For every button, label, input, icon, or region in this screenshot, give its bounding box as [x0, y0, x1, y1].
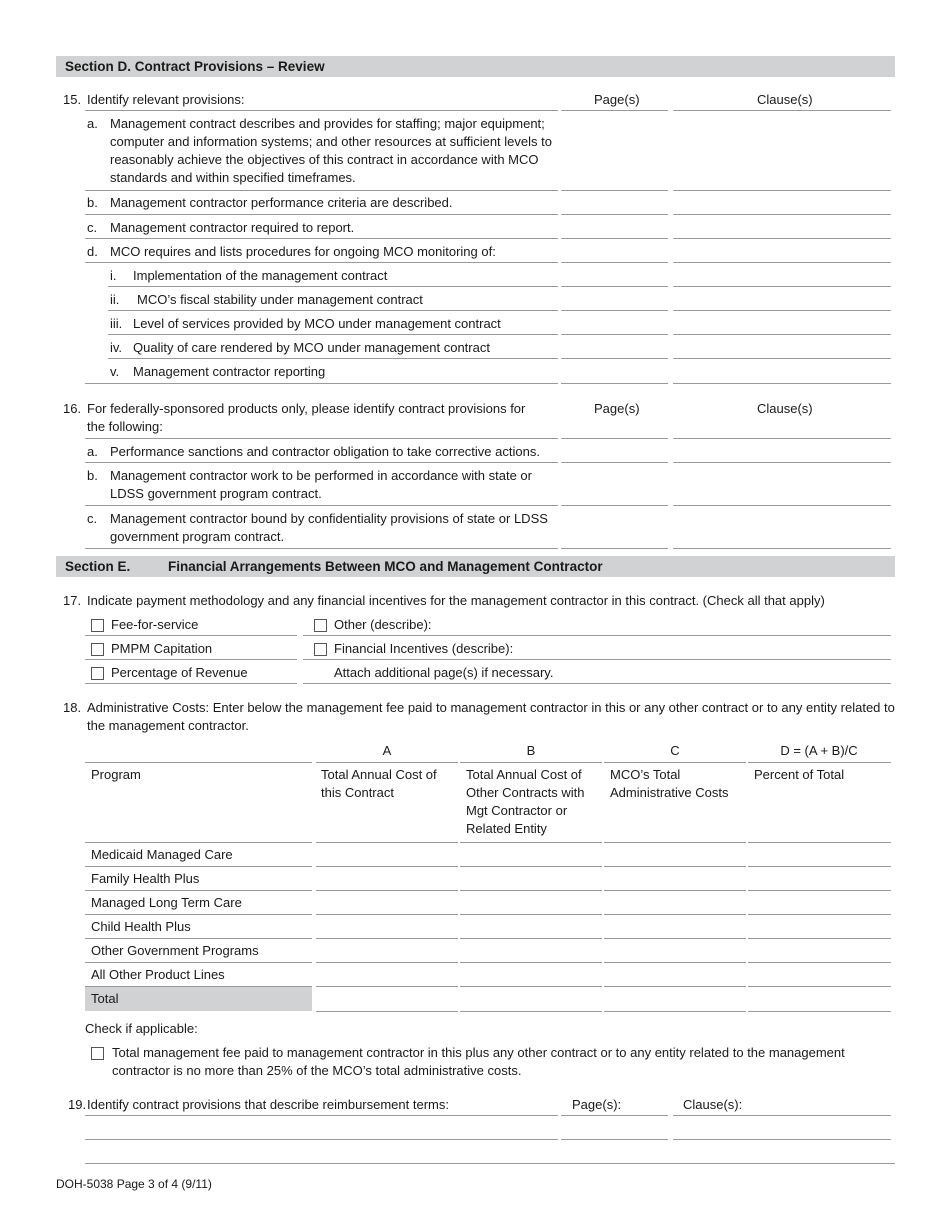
- table-cell-field[interactable]: [748, 914, 891, 915]
- q15-subitem-text: Implementation of the management contract: [133, 268, 388, 283]
- q17-prompt: Indicate payment methodology and any financial incentives for the management contractor in this contract. (Check all that apply): [87, 593, 825, 608]
- q17-rule: [85, 683, 297, 684]
- table-rule: [748, 842, 891, 843]
- col-b-letter: B: [526, 743, 536, 758]
- check-if-applicable-label: Check if applicable:: [85, 1021, 198, 1036]
- other-describe-label: Other (describe):: [334, 617, 432, 632]
- q16-item-text: Management contractor bound by confidentiality provisions of state or LDSS government program contract.: [110, 511, 548, 544]
- col-c-header: MCO’s Total Administrative Costs: [610, 767, 729, 800]
- q15-subitem-text: Level of services provided by MCO under management contract: [133, 316, 501, 331]
- q15-item-text: Management contractor required to report.: [110, 220, 355, 235]
- q19-number: 19.: [68, 1097, 87, 1112]
- q18-prompt: Administrative Costs: Enter below the management fee paid to management contractor in this or any other contract or to any entity related to the management contractor.: [87, 700, 895, 733]
- table-cell-field[interactable]: [748, 938, 891, 939]
- col-a-letter: A: [382, 743, 392, 758]
- q15-subitem-marker: iv.: [110, 340, 123, 355]
- q15-pages-header: Page(s): [594, 92, 640, 107]
- q15c-clauses-field[interactable]: [673, 238, 891, 239]
- q15-subitem-marker: v.: [110, 364, 120, 379]
- table-rule: [85, 890, 312, 891]
- q16a-pages-field[interactable]: [561, 462, 668, 463]
- table-cell-field[interactable]: [748, 866, 891, 867]
- q16-rule: [85, 462, 558, 463]
- q16-rule: [85, 548, 558, 549]
- q16-rule: [85, 438, 558, 439]
- table-cell-field[interactable]: [604, 914, 746, 915]
- q15div-clauses-field[interactable]: [673, 358, 891, 359]
- q15di-pages-field[interactable]: [561, 286, 668, 287]
- q15-rule: [85, 238, 558, 239]
- table-cell-field[interactable]: [604, 938, 746, 939]
- q15-rule: [108, 358, 558, 359]
- table-row-label: Other Government Programs: [91, 943, 259, 958]
- total-cell: [85, 987, 312, 1011]
- q15-rule: [673, 262, 891, 263]
- q15-rule: [108, 334, 558, 335]
- q15-subitem-marker: ii.: [110, 292, 120, 307]
- q15-item-marker: b.: [87, 195, 98, 210]
- table-cell-field[interactable]: [316, 914, 458, 915]
- q15-item-text: Management contractor performance criteria are described.: [110, 195, 453, 210]
- table-cell-field[interactable]: [604, 890, 746, 891]
- q19-rule: [85, 1115, 558, 1116]
- q15-rule: [85, 110, 558, 111]
- col-c-letter: C: [670, 743, 680, 758]
- total-cell-field[interactable]: [460, 1011, 602, 1012]
- q16-pages-header: Page(s): [594, 401, 640, 416]
- q15b-pages-field[interactable]: [561, 214, 668, 215]
- q15a-pages-field[interactable]: [561, 190, 668, 191]
- financial-incentives-label: Financial Incentives (describe):: [334, 641, 514, 656]
- pmpm-capitation-checkbox[interactable]: [91, 643, 104, 656]
- table-cell-field[interactable]: [748, 962, 891, 963]
- q16b-pages-field[interactable]: [561, 505, 668, 506]
- q16c-clauses-field[interactable]: [673, 548, 891, 549]
- total-cell-field[interactable]: [748, 1011, 891, 1012]
- section-d-header: [56, 56, 895, 77]
- program-header: Program: [91, 767, 141, 782]
- fee-for-service-checkbox[interactable]: [91, 619, 104, 632]
- q16-item-text: Management contractor work to be performed in accordance with state or LDSS government program contract.: [110, 468, 532, 501]
- table-rule: [604, 842, 746, 843]
- section-d-title: Section D. Contract Provisions – Review: [65, 59, 325, 74]
- col-a-header: Total Annual Cost of this Contract: [321, 767, 437, 800]
- q15a-clauses-field[interactable]: [673, 190, 891, 191]
- table-rule: [85, 762, 312, 763]
- page-footer: DOH-5038 Page 3 of 4 (9/11): [56, 1177, 212, 1191]
- table-cell-field[interactable]: [460, 962, 602, 963]
- q16-item-marker: a.: [87, 444, 98, 459]
- q15diii-clauses-field[interactable]: [673, 334, 891, 335]
- percentage-of-revenue-label: Percentage of Revenue: [111, 665, 248, 680]
- q15dii-clauses-field[interactable]: [673, 310, 891, 311]
- table-row-label: Medicaid Managed Care: [91, 847, 233, 862]
- table-rule: [85, 962, 312, 963]
- q15-rule: [561, 262, 668, 263]
- q17-number: 17.: [63, 593, 82, 608]
- q19-clauses-field[interactable]: [673, 1139, 891, 1140]
- q19-pages-field[interactable]: [561, 1139, 668, 1140]
- percentage-of-revenue-checkbox[interactable]: [91, 667, 104, 680]
- table-cell-field[interactable]: [748, 890, 891, 891]
- q19-rule: [561, 1115, 668, 1116]
- pmpm-capitation-label: PMPM Capitation: [111, 641, 213, 656]
- q16-rule: [561, 438, 668, 439]
- table-cell-field[interactable]: [316, 890, 458, 891]
- q19-prompt: Identify contract provisions that describe reimbursement terms:: [87, 1097, 449, 1112]
- q15dv-pages-field[interactable]: [561, 383, 668, 384]
- q17-note: Attach additional page(s) if necessary.: [334, 665, 554, 680]
- table-cell-field[interactable]: [460, 938, 602, 939]
- q15b-clauses-field[interactable]: [673, 214, 891, 215]
- q15-item-text: Management contract describes and provides for staffing; major equipment; computer and information systems; and other resources at sufficient levels to reasonably achieve the objectives of this contract in accordance with MCO standards and within specified timeframes.: [110, 116, 552, 185]
- management-fee-cap-checkbox[interactable]: [91, 1047, 104, 1060]
- q15-item-marker: a.: [87, 116, 98, 131]
- table-row-label: Family Health Plus: [91, 871, 200, 886]
- table-rule: [748, 762, 891, 763]
- table-row-label: All Other Product Lines: [91, 967, 225, 982]
- table-cell-field[interactable]: [604, 962, 746, 963]
- table-cell-field[interactable]: [316, 962, 458, 963]
- q16c-pages-field[interactable]: [561, 548, 668, 549]
- q16-prompt: For federally-sponsored products only, please identify contract provisions for the following:: [87, 401, 526, 434]
- q16b-clauses-field[interactable]: [673, 505, 891, 506]
- total-label: Total: [91, 991, 119, 1006]
- q15di-clauses-field[interactable]: [673, 286, 891, 287]
- table-rule: [85, 914, 312, 915]
- table-cell-field[interactable]: [460, 914, 602, 915]
- q15-rule: [673, 110, 891, 111]
- other-describe-checkbox[interactable]: [314, 619, 327, 632]
- q15-subitem-marker: iii.: [110, 316, 123, 331]
- q15-number: 15.: [63, 92, 82, 107]
- col-d-letter: D = (A + B)/C: [780, 743, 858, 758]
- q15diii-pages-field[interactable]: [561, 334, 668, 335]
- table-cell-field[interactable]: [604, 866, 746, 867]
- management-fee-cap-text: Total management fee paid to management contractor in this plus any other contract or to any entity related to the management contractor is no more than 25% of the MCO’s total administrative costs.: [112, 1045, 845, 1078]
- q19-rule: [673, 1115, 891, 1116]
- financial-incentives-checkbox[interactable]: [314, 643, 327, 656]
- q16-item-marker: b.: [87, 468, 98, 483]
- q19-rule: [85, 1163, 895, 1164]
- q17-rule: [85, 635, 297, 636]
- table-cell-field[interactable]: [460, 986, 602, 987]
- q16-item-marker: c.: [87, 511, 98, 526]
- table-cell-field[interactable]: [460, 890, 602, 891]
- section-e-header: [56, 556, 895, 577]
- financial-incentives-field[interactable]: [303, 659, 891, 660]
- q15-prompt: Identify relevant provisions:: [87, 92, 245, 107]
- q15-rule: [561, 110, 668, 111]
- q15-item-marker: c.: [87, 220, 98, 235]
- q15-subitem-text: Quality of care rendered by MCO under management contract: [133, 340, 490, 355]
- table-rule: [316, 762, 458, 763]
- fee-for-service-label: Fee-for-service: [111, 617, 199, 632]
- table-row-label: Child Health Plus: [91, 919, 191, 934]
- col-b-header: Total Annual Cost of Other Contracts with Mgt Contractor or Related Entity: [466, 767, 585, 836]
- table-rule: [604, 762, 746, 763]
- q15dv-clauses-field[interactable]: [673, 383, 891, 384]
- q16-rule: [85, 505, 558, 506]
- q15-item-marker: d.: [87, 244, 98, 259]
- table-rule: [460, 762, 602, 763]
- q18-number: 18.: [63, 700, 82, 715]
- q15-rule: [85, 214, 558, 215]
- table-cell-field[interactable]: [460, 866, 602, 867]
- total-cell-field[interactable]: [604, 1011, 746, 1012]
- q15c-pages-field[interactable]: [561, 238, 668, 239]
- q19-clauses-header: Clause(s):: [683, 1097, 743, 1112]
- total-cell-field[interactable]: [316, 1011, 458, 1012]
- q15-rule: [85, 190, 558, 191]
- q16-number: 16.: [63, 401, 82, 416]
- q15-subitem-marker: i.: [110, 268, 117, 283]
- q15dii-pages-field[interactable]: [561, 310, 668, 311]
- q15-rule: [108, 310, 558, 311]
- q16-rule: [673, 438, 891, 439]
- q17-rule: [85, 659, 297, 660]
- q15-clauses-header: Clause(s): [757, 92, 813, 107]
- q15-rule: [85, 383, 558, 384]
- section-e-title: Financial Arrangements Between MCO and Management Contractor: [168, 559, 603, 574]
- q17-rule: [303, 683, 891, 684]
- q19-provision-field[interactable]: [85, 1139, 558, 1140]
- q16-item-text: Performance sanctions and contractor obligation to take corrective actions.: [110, 444, 540, 459]
- col-d-header: Percent of Total: [754, 767, 845, 782]
- table-rule: [316, 842, 458, 843]
- q16-clauses-header: Clause(s): [757, 401, 813, 416]
- q15-rule: [108, 286, 558, 287]
- table-cell-field[interactable]: [316, 866, 458, 867]
- table-rule: [460, 842, 602, 843]
- table-cell-field[interactable]: [316, 938, 458, 939]
- table-rule: [85, 938, 312, 939]
- table-rule: [85, 866, 312, 867]
- table-row-label: Managed Long Term Care: [91, 895, 242, 910]
- q15div-pages-field[interactable]: [561, 358, 668, 359]
- q15-rule: [85, 262, 558, 263]
- q15-item-text: MCO requires and lists procedures for ongoing MCO monitoring of:: [110, 244, 496, 259]
- section-e-label: Section E.: [65, 559, 131, 574]
- table-cell-field[interactable]: [316, 986, 458, 987]
- table-cell-field[interactable]: [604, 986, 746, 987]
- table-cell-field[interactable]: [748, 986, 891, 987]
- other-describe-field[interactable]: [303, 635, 891, 636]
- q19-pages-header: Page(s):: [572, 1097, 622, 1112]
- q15-subitem-text: MCO’s fiscal stability under management contract: [137, 292, 423, 307]
- q16a-clauses-field[interactable]: [673, 462, 891, 463]
- q15-subitem-text: Management contractor reporting: [133, 364, 326, 379]
- table-rule: [85, 842, 312, 843]
